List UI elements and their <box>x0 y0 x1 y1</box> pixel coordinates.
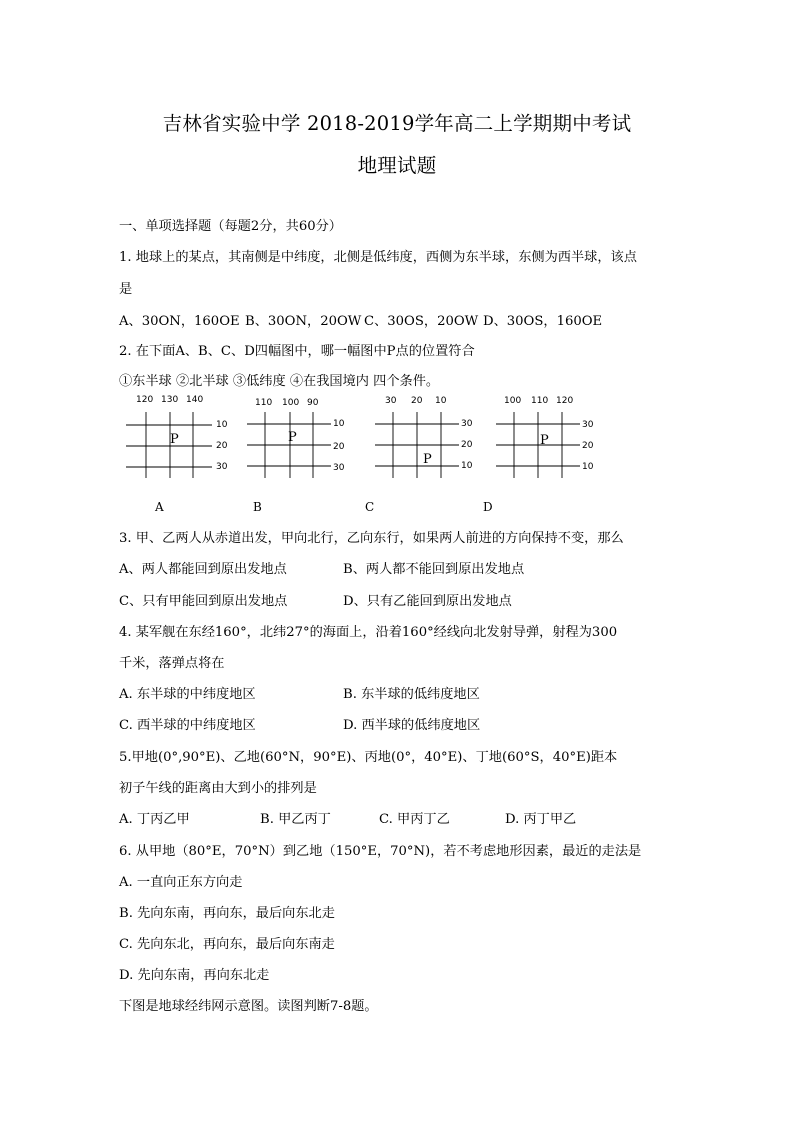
grid-b-right-label: 10 <box>333 419 345 429</box>
grid-b-point-p: P <box>288 430 297 445</box>
question-2-conditions: ①东半球 ②北半球 ③低纬度 ④在我国境内 四个条件。 <box>119 374 440 389</box>
question-4-stem: 4. 某军舰在东经160°，北纬27°的海面上，沿着160°经线向北发射导弹，射程为300 <box>119 625 618 640</box>
grid-b-top-label: 100 <box>282 398 300 408</box>
grid-c-right-label: 10 <box>461 461 473 471</box>
grid-b-top-label: 110 <box>255 398 273 408</box>
grid-c-right-label: 30 <box>461 419 473 429</box>
question-6-option-b: B. 先向东南，再向东，最后向东北走 <box>119 906 335 921</box>
question-1-option-d: D、30OS，160OE <box>483 314 603 329</box>
grid-c-top-label: 10 <box>435 396 447 406</box>
question-3-option-c: C、只有甲能回到原出发地点 <box>119 594 288 609</box>
grid-a-top-label: 120 <box>136 395 154 405</box>
grid-d-top-label: 100 <box>504 396 522 406</box>
grid-c-right-label: 20 <box>461 440 473 450</box>
question-5-option-d: D. 丙丁甲乙 <box>505 812 577 827</box>
grid-b-top-label: 90 <box>307 398 319 408</box>
question-5-stem: 5.甲地(0°,90°E)、乙地(60°N，90°E)、丙地(0°，40°E)、丁地(60°S，40°E)距本 <box>119 750 618 765</box>
question-6-option-a: A. 一直向正东方向走 <box>119 875 243 890</box>
section-heading: 一、单项选择题（每题2分，共60分） <box>119 219 342 234</box>
question-1-option-a: A、30ON，160OE <box>119 314 240 329</box>
grid-d-top-label: 120 <box>556 396 574 406</box>
question-6-stem: 6. 从甲地（80°E，70°N）到乙地（150°E，70°N)，若不考虑地形因素，最近的走法是 <box>119 844 642 859</box>
grid-c-top-label: 30 <box>385 396 397 406</box>
question-4-option-d: D. 西半球的低纬度地区 <box>343 718 481 733</box>
question-3-stem: 3. 甲、乙两人从赤道出发，甲向北行，乙向东行，如果两人前进的方向保持不变，那么 <box>119 531 624 546</box>
question-5-option-a: A. 丁丙乙甲 <box>119 812 190 827</box>
grid-d-caption: D <box>483 500 493 514</box>
question-5-option-b: B. 甲乙丙丁 <box>260 812 331 827</box>
grid-a-right-label: 30 <box>216 462 228 472</box>
question-6-option-d: D. 先向东南，再向东北走 <box>119 968 270 983</box>
grid-a-caption: A <box>155 500 164 514</box>
grid-b-right-label: 30 <box>333 463 345 473</box>
grid-a-top-label: 140 <box>186 395 204 405</box>
grid-c-point-p: P <box>423 452 432 467</box>
grid-a-point-p: P <box>170 432 179 447</box>
question-3-option-d: D、只有乙能回到原出发地点 <box>343 594 512 609</box>
figure-note: 下图是地球经纬网示意图。读图判断7-8题。 <box>119 999 378 1014</box>
grid-d-right-label: 10 <box>582 462 594 472</box>
question-4-option-a: A. 东半球的中纬度地区 <box>119 687 256 702</box>
grid-a-right-label: 20 <box>216 441 228 451</box>
grid-a-top-label: 130 <box>161 395 179 405</box>
grid-c-caption: C <box>365 500 375 514</box>
question-1-stem: 1. 地球上的某点，其南侧是中纬度，北侧是低纬度，西侧为东半球，东侧为西半球，该点 <box>119 250 637 265</box>
question-1-stem-cont: 是 <box>119 282 133 297</box>
grid-d-point-p: P <box>540 433 549 448</box>
question-6-option-c: C. 先向东北，再向东，最后向东南走 <box>119 937 335 952</box>
exam-subtitle: 地理试题 <box>357 154 437 177</box>
question-1-option-c: C、30OS，20OW <box>364 314 479 329</box>
grid-c-top-label: 20 <box>411 396 423 406</box>
question-4-option-b: B. 东半球的低纬度地区 <box>343 687 480 702</box>
grid-figure-d <box>494 390 609 484</box>
question-3-option-a: A、两人都能回到原出发地点 <box>119 562 287 577</box>
grid-figure-c <box>373 390 488 484</box>
exam-title: 吉林省实验中学 2018-2019学年高二上学期期中考试 <box>162 112 632 135</box>
grid-d-right-label: 20 <box>582 441 594 451</box>
grid-b-caption: B <box>253 500 262 514</box>
grid-d-top-label: 110 <box>531 396 549 406</box>
grid-b-right-label: 20 <box>333 442 345 452</box>
grid-figure-a <box>124 390 239 484</box>
question-4-option-c: C. 西半球的中纬度地区 <box>119 718 256 733</box>
question-1-option-b: B、30ON，20OW <box>245 314 362 329</box>
question-5-option-c: C. 甲丙丁乙 <box>379 812 450 827</box>
grid-a-right-label: 10 <box>216 420 228 430</box>
grid-d-right-label: 30 <box>582 420 594 430</box>
question-3-option-b: B、两人都不能回到原出发地点 <box>343 562 525 577</box>
question-2-stem: 2. 在下面A、B、C、D四幅图中，哪一幅图中P点的位置符合 <box>119 344 475 359</box>
question-4-stem-cont: 千米，落弹点将在 <box>119 656 225 671</box>
grid-figure-b <box>245 390 360 484</box>
question-5-stem-cont: 初子午线的距离由大到小的排列是 <box>119 781 317 796</box>
